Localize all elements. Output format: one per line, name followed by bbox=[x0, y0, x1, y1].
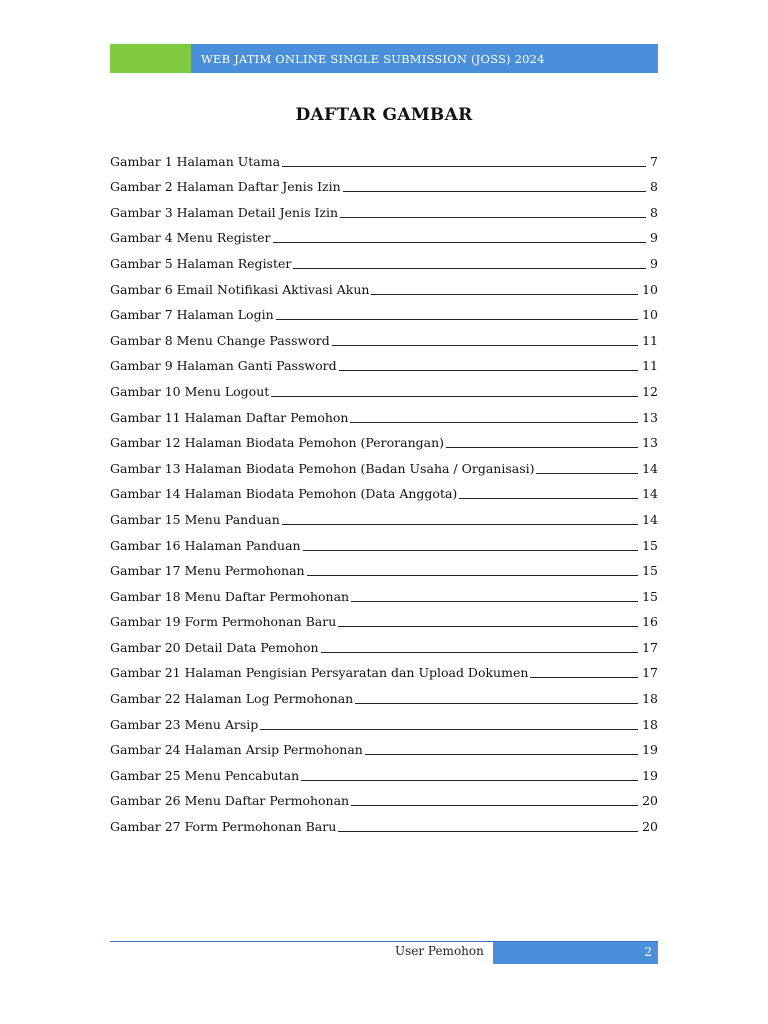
figure-list-item[interactable] bbox=[110, 194, 658, 220]
figure-entry-page-number: 10 bbox=[642, 307, 658, 323]
figure-entry-label: Gambar 1 Halaman Utama bbox=[110, 153, 281, 169]
figure-entry-label: Gambar 27 Form Permohonan Baru bbox=[110, 819, 337, 835]
leader-line bbox=[338, 831, 638, 832]
figure-entry-label: Gambar 20 Detail Data Pemohon bbox=[110, 639, 319, 655]
figure-list-item[interactable] bbox=[110, 655, 658, 681]
header-green-bar bbox=[110, 44, 191, 73]
figure-list-item[interactable] bbox=[110, 348, 658, 374]
figure-entry-label: Gambar 25 Menu Pencabutan bbox=[110, 767, 300, 783]
figure-entry-label: Gambar 19 Form Permohonan Baru bbox=[110, 614, 337, 630]
figure-list-item[interactable] bbox=[110, 757, 658, 783]
figure-entry-label: Gambar 21 Halaman Pengisian Persyaratan dan Upload Dokumen bbox=[110, 665, 529, 681]
leader-line bbox=[276, 319, 638, 320]
figure-list-item[interactable] bbox=[110, 706, 658, 732]
figure-list-item[interactable] bbox=[110, 501, 658, 527]
figure-list-item[interactable] bbox=[110, 732, 658, 758]
figure-entry-page-number: 8 bbox=[650, 204, 658, 220]
figure-list-item[interactable] bbox=[110, 783, 658, 809]
leader-line bbox=[303, 550, 638, 551]
figure-entry-label: Gambar 14 Halaman Biodata Pemohon (Data Anggota) bbox=[110, 486, 458, 502]
header-blue-bar bbox=[191, 44, 658, 73]
figure-list-item[interactable] bbox=[110, 425, 658, 451]
leader-line bbox=[260, 729, 638, 730]
figure-list-item[interactable] bbox=[110, 578, 658, 604]
figure-entry-page-number: 11 bbox=[642, 332, 658, 348]
leader-line bbox=[365, 754, 638, 755]
leader-line bbox=[321, 652, 638, 653]
figure-entry-label: Gambar 9 Halaman Ganti Password bbox=[110, 358, 337, 374]
leader-line bbox=[371, 294, 638, 295]
leader-line bbox=[338, 626, 638, 627]
leader-line bbox=[343, 191, 646, 192]
figure-list-item[interactable] bbox=[110, 629, 658, 655]
figure-list-item[interactable] bbox=[110, 220, 658, 246]
leader-line bbox=[307, 575, 639, 576]
figure-entry-page-number: 18 bbox=[642, 691, 658, 707]
figure-entry-page-number: 20 bbox=[642, 819, 658, 835]
figure-entry-label: Gambar 4 Menu Register bbox=[110, 230, 271, 246]
figure-entry-page-number: 13 bbox=[642, 435, 658, 451]
page-title: DAFTAR GAMBAR bbox=[295, 105, 473, 125]
leader-line bbox=[282, 166, 646, 167]
figure-entry-page-number: 19 bbox=[642, 767, 658, 783]
figure-list-item[interactable] bbox=[110, 373, 658, 399]
figure-entry-label: Gambar 22 Halaman Log Permohonan bbox=[110, 691, 354, 707]
figure-entry-page-number: 18 bbox=[642, 716, 658, 732]
figure-entry-label: Gambar 23 Menu Arsip bbox=[110, 716, 259, 732]
footer-label: User Pemohon bbox=[395, 944, 484, 958]
leader-line bbox=[351, 805, 638, 806]
figure-entry-label: Gambar 26 Menu Daftar Permohonan bbox=[110, 793, 350, 809]
figure-list-item[interactable] bbox=[110, 476, 658, 502]
figure-entry-label: Gambar 5 Halaman Register bbox=[110, 255, 292, 271]
figure-entry-page-number: 16 bbox=[642, 614, 658, 630]
figure-entry-label: Gambar 3 Halaman Detail Jenis Izin bbox=[110, 204, 339, 220]
figure-list-item[interactable] bbox=[110, 271, 658, 297]
figure-list-item[interactable] bbox=[110, 527, 658, 553]
header-title: WEB JATIM ONLINE SINGLE SUBMISSION (JOSS) 2024 bbox=[201, 51, 545, 66]
figure-entry-page-number: 15 bbox=[642, 537, 658, 553]
figure-list bbox=[110, 143, 658, 834]
footer-page-box bbox=[493, 942, 658, 964]
figure-entry-page-number: 19 bbox=[642, 742, 658, 758]
leader-line bbox=[340, 217, 646, 218]
figure-entry-page-number: 15 bbox=[642, 588, 658, 604]
figure-entry-label: Gambar 18 Menu Daftar Permohonan bbox=[110, 588, 350, 604]
leader-line bbox=[282, 524, 638, 525]
figure-entry-page-number: 12 bbox=[642, 383, 658, 399]
figure-entry-page-number: 11 bbox=[642, 358, 658, 374]
footer-page-number: 2 bbox=[644, 945, 652, 959]
leader-line bbox=[339, 370, 639, 371]
leader-line bbox=[355, 703, 638, 704]
figure-entry-label: Gambar 11 Halaman Daftar Pemohon bbox=[110, 409, 349, 425]
figure-entry-page-number: 15 bbox=[642, 563, 658, 579]
figure-list-item[interactable] bbox=[110, 680, 658, 706]
figure-entry-label: Gambar 15 Menu Panduan bbox=[110, 511, 280, 527]
figure-entry-label: Gambar 12 Halaman Biodata Pemohon (Perorangan) bbox=[110, 435, 445, 451]
leader-line bbox=[459, 498, 638, 499]
figure-list-item[interactable] bbox=[110, 245, 658, 271]
figure-list-item[interactable] bbox=[110, 297, 658, 323]
leader-line bbox=[293, 268, 646, 269]
leader-line bbox=[530, 677, 638, 678]
figure-entry-label: Gambar 13 Halaman Biodata Pemohon (Badan Usaha / Organisasi) bbox=[110, 460, 535, 476]
leader-line bbox=[271, 396, 638, 397]
figure-entry-page-number: 14 bbox=[642, 460, 658, 476]
figure-entry-label: Gambar 16 Halaman Panduan bbox=[110, 537, 301, 553]
figure-list-item[interactable] bbox=[110, 322, 658, 348]
leader-line bbox=[351, 601, 638, 602]
leader-line bbox=[332, 345, 638, 346]
leader-line bbox=[301, 780, 638, 781]
leader-line bbox=[273, 242, 647, 243]
leader-line bbox=[350, 422, 638, 423]
figure-list-item[interactable] bbox=[110, 169, 658, 195]
figure-entry-page-number: 7 bbox=[650, 153, 658, 169]
figure-list-item[interactable] bbox=[110, 450, 658, 476]
figure-entry-page-number: 14 bbox=[642, 486, 658, 502]
figure-entry-label: Gambar 8 Menu Change Password bbox=[110, 332, 330, 348]
figure-list-item[interactable] bbox=[110, 808, 658, 834]
figure-entry-label: Gambar 10 Menu Logout bbox=[110, 383, 270, 399]
figure-entry-page-number: 10 bbox=[642, 281, 658, 297]
leader-line bbox=[536, 473, 638, 474]
figure-entry-label: Gambar 17 Menu Permohonan bbox=[110, 563, 305, 579]
figure-entry-page-number: 17 bbox=[642, 639, 658, 655]
figure-list-item[interactable] bbox=[110, 604, 658, 630]
figure-list-item[interactable] bbox=[110, 143, 658, 169]
figure-entry-page-number: 14 bbox=[642, 511, 658, 527]
leader-line bbox=[446, 447, 638, 448]
page-header bbox=[110, 44, 658, 73]
figure-entry-page-number: 9 bbox=[650, 255, 658, 271]
figure-entry-page-number: 8 bbox=[650, 179, 658, 195]
figure-entry-label: Gambar 2 Halaman Daftar Jenis Izin bbox=[110, 179, 341, 195]
figure-entry-page-number: 13 bbox=[642, 409, 658, 425]
figure-list-item[interactable] bbox=[110, 399, 658, 425]
figure-entry-page-number: 9 bbox=[650, 230, 658, 246]
figure-list-item[interactable] bbox=[110, 553, 658, 579]
figure-entry-page-number: 17 bbox=[642, 665, 658, 681]
figure-entry-label: Gambar 7 Halaman Login bbox=[110, 307, 274, 323]
figure-entry-label: Gambar 6 Email Notifikasi Aktivasi Akun bbox=[110, 281, 370, 297]
figure-entry-page-number: 20 bbox=[642, 793, 658, 809]
figure-entry-label: Gambar 24 Halaman Arsip Permohonan bbox=[110, 742, 363, 758]
